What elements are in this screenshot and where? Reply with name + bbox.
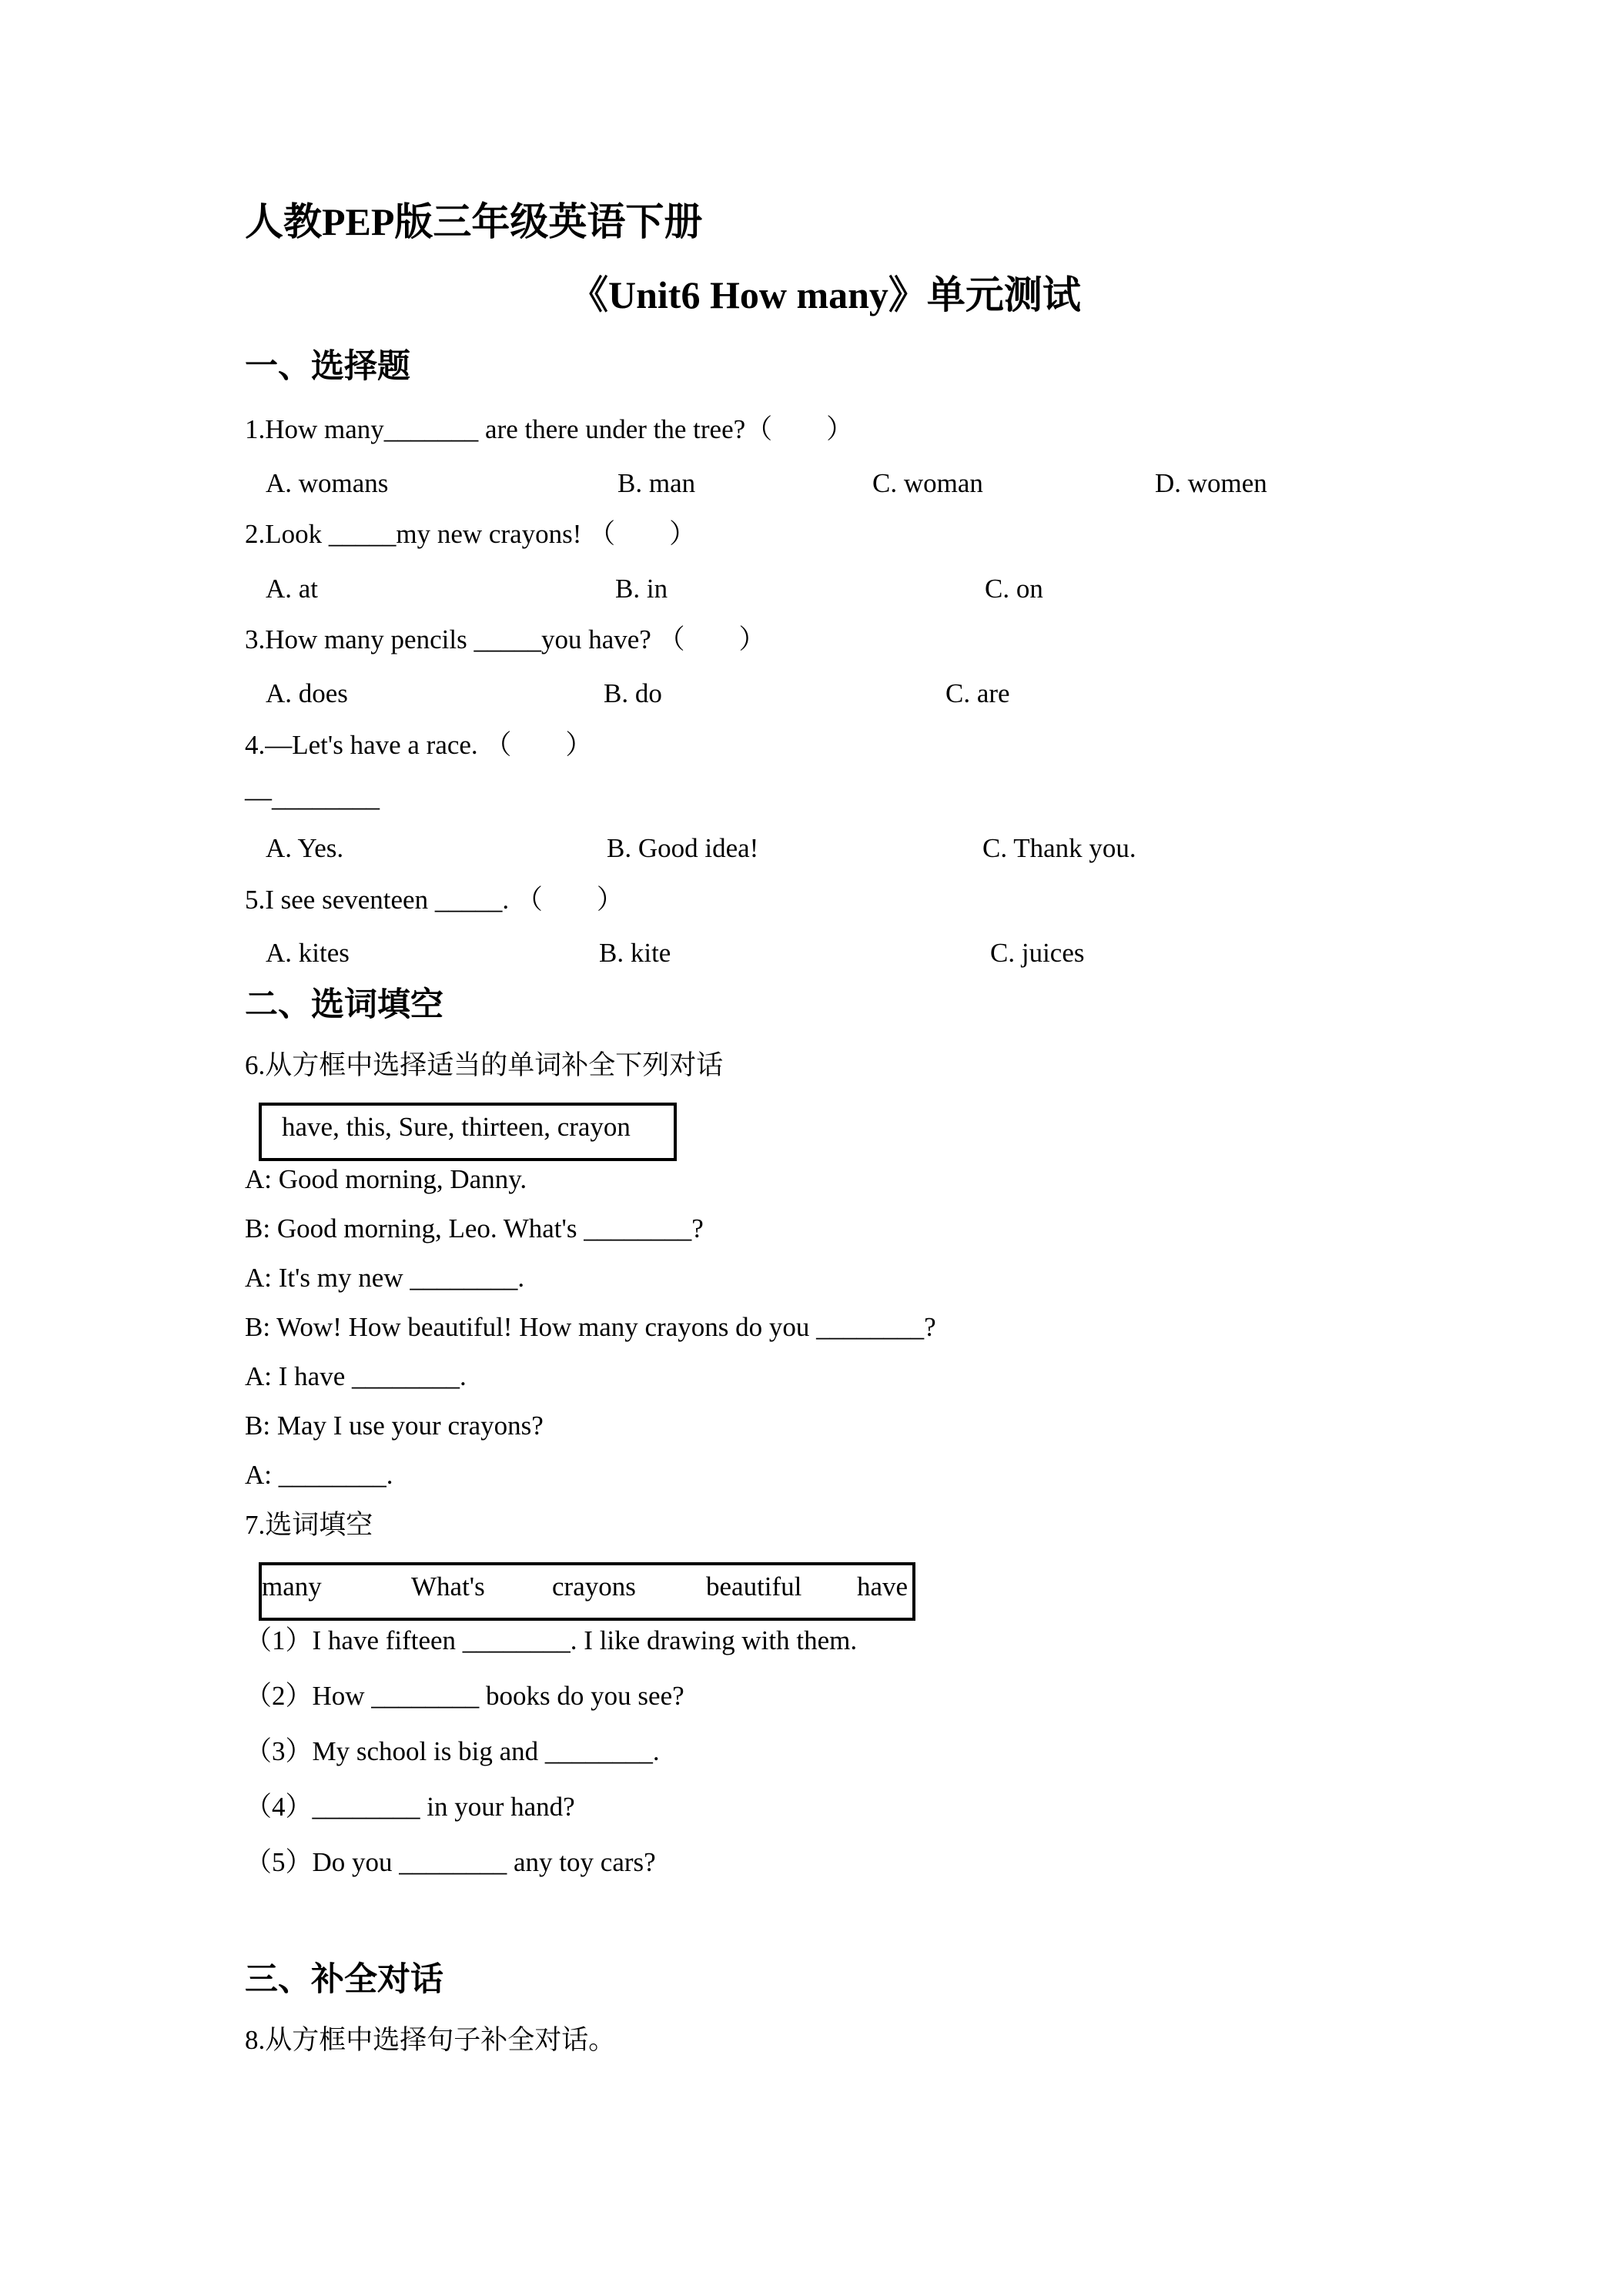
question-6: 6.从方框中选择适当的单词补全下列对话 <box>245 1050 724 1080</box>
q7-word: beautiful <box>706 1571 802 1602</box>
question-4: 4.—Let's have a race. （ ） <box>245 730 593 760</box>
section-heading-fill: 二、选词填空 <box>245 987 443 1023</box>
dialogue-line: A: Good morning, Danny. <box>245 1164 527 1194</box>
question-3: 3.How many pencils _____you have? （ ） <box>245 624 766 654</box>
q4-option-c: C. Thank you. <box>982 833 1136 863</box>
fill-item: （3）My school is big and ________. <box>245 1736 660 1766</box>
dialogue-line: B: May I use your crayons? <box>245 1411 544 1441</box>
dialogue-line: B: Good morning, Leo. What's ________? <box>245 1213 704 1243</box>
q1-option-d: D. women <box>1155 468 1267 498</box>
fill-item: （4）________ in your hand? <box>245 1792 575 1822</box>
dialogue-line: A: ________. <box>245 1460 393 1490</box>
q6-word-list: have, this, Sure, thirteen, crayon <box>282 1112 631 1142</box>
dialogue-line: A: I have ________. <box>245 1361 467 1391</box>
question-7: 7.选词填空 <box>245 1510 373 1540</box>
q4-option-a: A. Yes. <box>266 833 344 863</box>
q3-option-a: A. does <box>266 678 348 708</box>
question-8: 8.从方框中选择句子补全对话。 <box>245 2025 616 2055</box>
q1-option-a: A. womans <box>266 468 389 498</box>
worksheet-title: 人教PEP版三年级英语下册 <box>245 200 703 243</box>
question-5: 5.I see seventeen _____. （ ） <box>245 885 624 915</box>
q7-word: have <box>857 1571 909 1602</box>
q7-word: many <box>262 1571 322 1602</box>
q1-option-b: B. man <box>617 468 696 498</box>
question-1: 1.How many_______ are there under the tree?（ ） <box>245 414 854 444</box>
section-heading-dialogue: 三、补全对话 <box>245 1962 443 1998</box>
question-2: 2.Look _____my new crayons! （ ） <box>245 519 697 549</box>
q4-reply-blank: —________ <box>245 782 380 812</box>
fill-item: （1）I have fifteen ________. I like drawing with them. <box>245 1625 858 1655</box>
q7-word: crayons <box>552 1571 636 1602</box>
q3-option-b: B. do <box>604 678 662 708</box>
q5-option-a: A. kites <box>266 938 350 968</box>
q1-option-c: C. woman <box>872 468 983 498</box>
q3-option-c: C. are <box>945 678 1010 708</box>
unit-title: 《Unit6 How many》单元测试 <box>570 273 1081 316</box>
q2-option-a: A. at <box>266 574 319 604</box>
q7-word: What's <box>411 1571 485 1602</box>
section-heading-choice: 一、选择题 <box>245 349 410 385</box>
fill-item: （2）How ________ books do you see? <box>245 1681 684 1711</box>
q2-option-b: B. in <box>615 574 668 604</box>
dialogue-line: B: Wow! How beautiful! How many crayons do you ________? <box>245 1312 936 1342</box>
q5-option-c: C. juices <box>990 938 1085 968</box>
q2-option-c: C. on <box>985 574 1043 604</box>
fill-item: （5）Do you ________ any toy cars? <box>245 1847 656 1877</box>
q5-option-b: B. kite <box>599 938 671 968</box>
q4-option-b: B. Good idea! <box>607 833 759 863</box>
dialogue-line: A: It's my new ________. <box>245 1263 525 1293</box>
